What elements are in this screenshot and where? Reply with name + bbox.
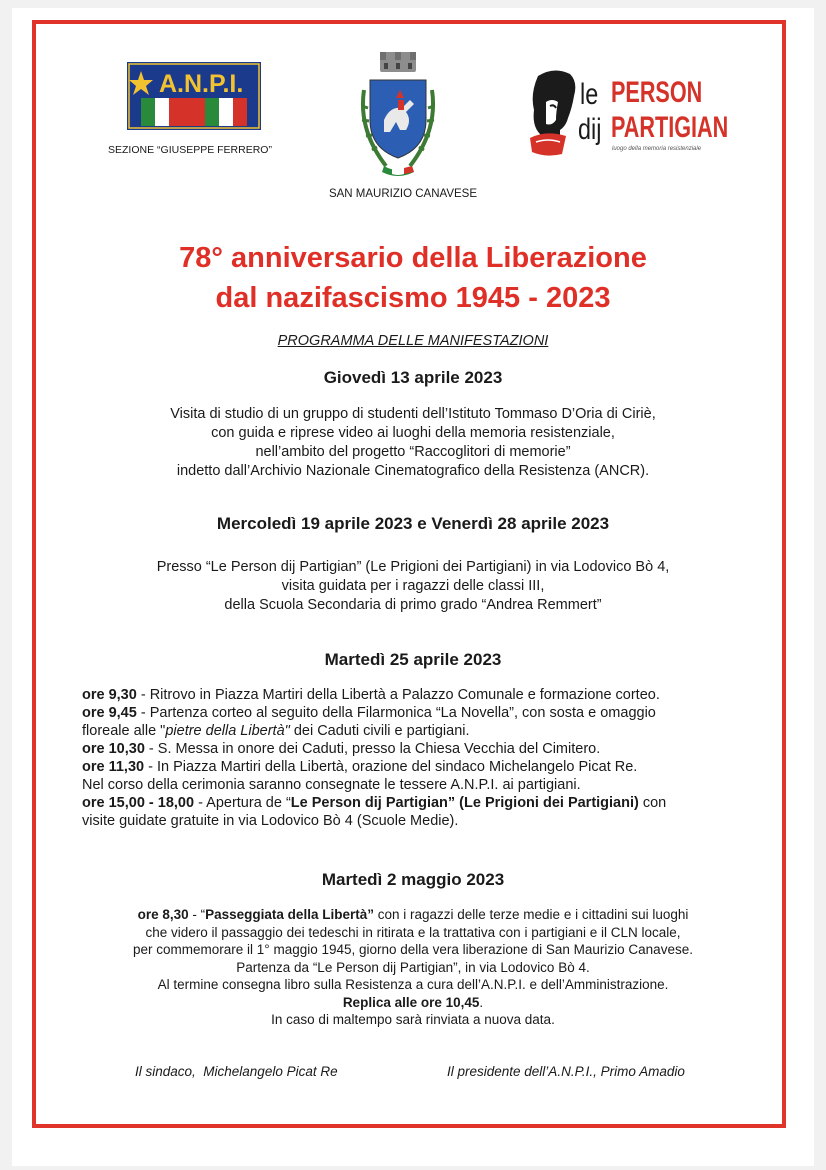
- text-line: con guida e riprese video ai luoghi della memoria resistenziale,: [211, 425, 615, 441]
- schedule-text: - In Piazza Martiri della Libertà, orazione del sindaco Michelangelo Picat Re.: [144, 759, 638, 775]
- section-19-28-april-text: [60, 558, 766, 615]
- schedule-text: - Apertura de “: [194, 795, 291, 811]
- schedule-bold-text: Le Person dij Partigian” (Le Prigioni dei Partigiani): [290, 795, 639, 811]
- day-heading-25-april: Martedì 25 aprile 2023: [324, 650, 502, 669]
- anpi-president-signature: Il presidente dell’A.N.P.I., Primo Amadio: [447, 1064, 685, 1079]
- text-line: Partenza da “Le Person dij Partigian”, in via Lodovico Bò 4.: [236, 959, 590, 975]
- section-2-may-text: [60, 906, 766, 1029]
- schedule-time: ore 11,30: [82, 759, 145, 775]
- mayor-signature: Il sindaco, Michelangelo Picat Re: [135, 1064, 338, 1079]
- person-logo-person: PERSON: [611, 76, 703, 109]
- day-heading-19-28-april: Mercoledì 19 aprile 2023 e Venerdì 28 aprile 2023: [216, 514, 610, 533]
- schedule-italic-text: pietre della Libertà": [165, 723, 290, 739]
- schedule-time: ore 8,30: [137, 907, 189, 922]
- schedule-time: ore 9,30: [82, 687, 137, 703]
- schedule-text: dei Caduti civili e partigiani.: [289, 723, 470, 739]
- schedule-text: .: [479, 994, 484, 1010]
- schedule-line: [82, 758, 762, 776]
- schedule-line: [82, 740, 762, 758]
- replica-time: Replica alle ore 10,45: [342, 994, 480, 1010]
- schedule-text: Nel corso della cerimonia saranno consegnate le tessere A.N.P.I. ai partigiani.: [82, 777, 581, 793]
- day-heading-13-april: Giovedì 13 aprile 2023: [323, 368, 503, 387]
- section-13-april-text: [60, 405, 766, 481]
- person-logo-dij: dij: [578, 113, 602, 146]
- person-logo-subtitle: luogo della memoria resistenziale: [612, 146, 702, 152]
- text-line: [60, 994, 766, 1012]
- schedule-bold-text: Passeggiata della Libertà”: [205, 907, 374, 922]
- schedule-text: con: [638, 795, 667, 811]
- anpi-logo: [127, 62, 261, 130]
- text-line: In caso di maltempo sarà rinviata a nuova data.: [271, 1012, 555, 1027]
- text-line: che videro il passaggio dei tedeschi in ritirata e la trattativa con i partigiani e il CLN locale,: [145, 924, 681, 940]
- schedule-time: ore 10,30: [82, 741, 145, 757]
- text-line: Visita di studio di un gruppo di studenti dell’Istituto Tommaso D’Oria di Ciriè,: [170, 406, 656, 422]
- schedule-text: - “: [188, 907, 206, 922]
- schedule-time: ore 9,45: [82, 705, 137, 721]
- main-title-line-1: 78° anniversario della Liberazione: [179, 242, 647, 274]
- schedule-line: [82, 776, 762, 794]
- schedule-text: - Partenza corteo al seguito della Filarmonica “La Novella”, con sosta e omaggio: [136, 705, 656, 721]
- schedule-text: con i ragazzi delle terze medie e i cittadini sui luoghi: [373, 907, 689, 922]
- schedule-line: [82, 812, 762, 830]
- person-logo-partigian: PARTIGIAN: [611, 111, 729, 144]
- anpi-section-label: SEZIONE “GIUSEPPE FERRERO”: [108, 144, 272, 156]
- text-line: della Scuola Secondaria di primo grado “Andrea Remmert”: [224, 597, 602, 613]
- town-crest: [356, 50, 440, 180]
- text-line: per commemorare il 1° maggio 1945, giorno della vera liberazione di San Maurizio Canavese.: [133, 942, 693, 957]
- section-25-april-schedule: [82, 686, 762, 830]
- text-line: indetto dall’Archivio Nazionale Cinematografico della Resistenza (ANCR).: [176, 463, 650, 479]
- town-name: SAN MAURIZIO CANAVESE: [328, 188, 478, 200]
- main-title-line-2: dal nazifascismo 1945 - 2023: [215, 282, 611, 314]
- program-heading: PROGRAMMA DELLE MANIFESTAZIONI: [277, 333, 549, 349]
- text-line: [60, 906, 766, 924]
- person-logo-le: le: [580, 78, 599, 111]
- text-line: visita guidata per i ragazzi delle classi III,: [281, 578, 545, 594]
- schedule-line: [82, 794, 762, 812]
- text-line: nell’ambito del progetto “Raccoglitori di memorie”: [255, 444, 571, 460]
- schedule-time: ore 15,00 - 18,00: [82, 795, 195, 811]
- schedule-text: visite guidate gratuite in via Lodovico Bò 4 (Scuole Medie).: [82, 813, 459, 829]
- schedule-line: [82, 686, 762, 704]
- schedule-line: [82, 722, 762, 740]
- schedule-text: - S. Messa in onore dei Caduti, presso la Chiesa Vecchia del Cimitero.: [144, 741, 601, 757]
- schedule-text: floreale alle ": [82, 723, 166, 739]
- schedule-text: - Ritrovo in Piazza Martiri della Libertà a Palazzo Comunale e formazione corteo.: [136, 687, 660, 703]
- anpi-logo-text: A.N.P.I.: [159, 70, 244, 98]
- schedule-line: [82, 704, 762, 722]
- text-line: Al termine consegna libro sulla Resistenza a cura dell’A.N.P.I. e dell’Amministrazione.: [157, 977, 669, 992]
- text-line: Presso “Le Person dij Partigian” (Le Prigioni dei Partigiani) in via Lodovico Bò 4,: [156, 559, 670, 575]
- day-heading-2-may: Martedì 2 maggio 2023: [321, 870, 505, 889]
